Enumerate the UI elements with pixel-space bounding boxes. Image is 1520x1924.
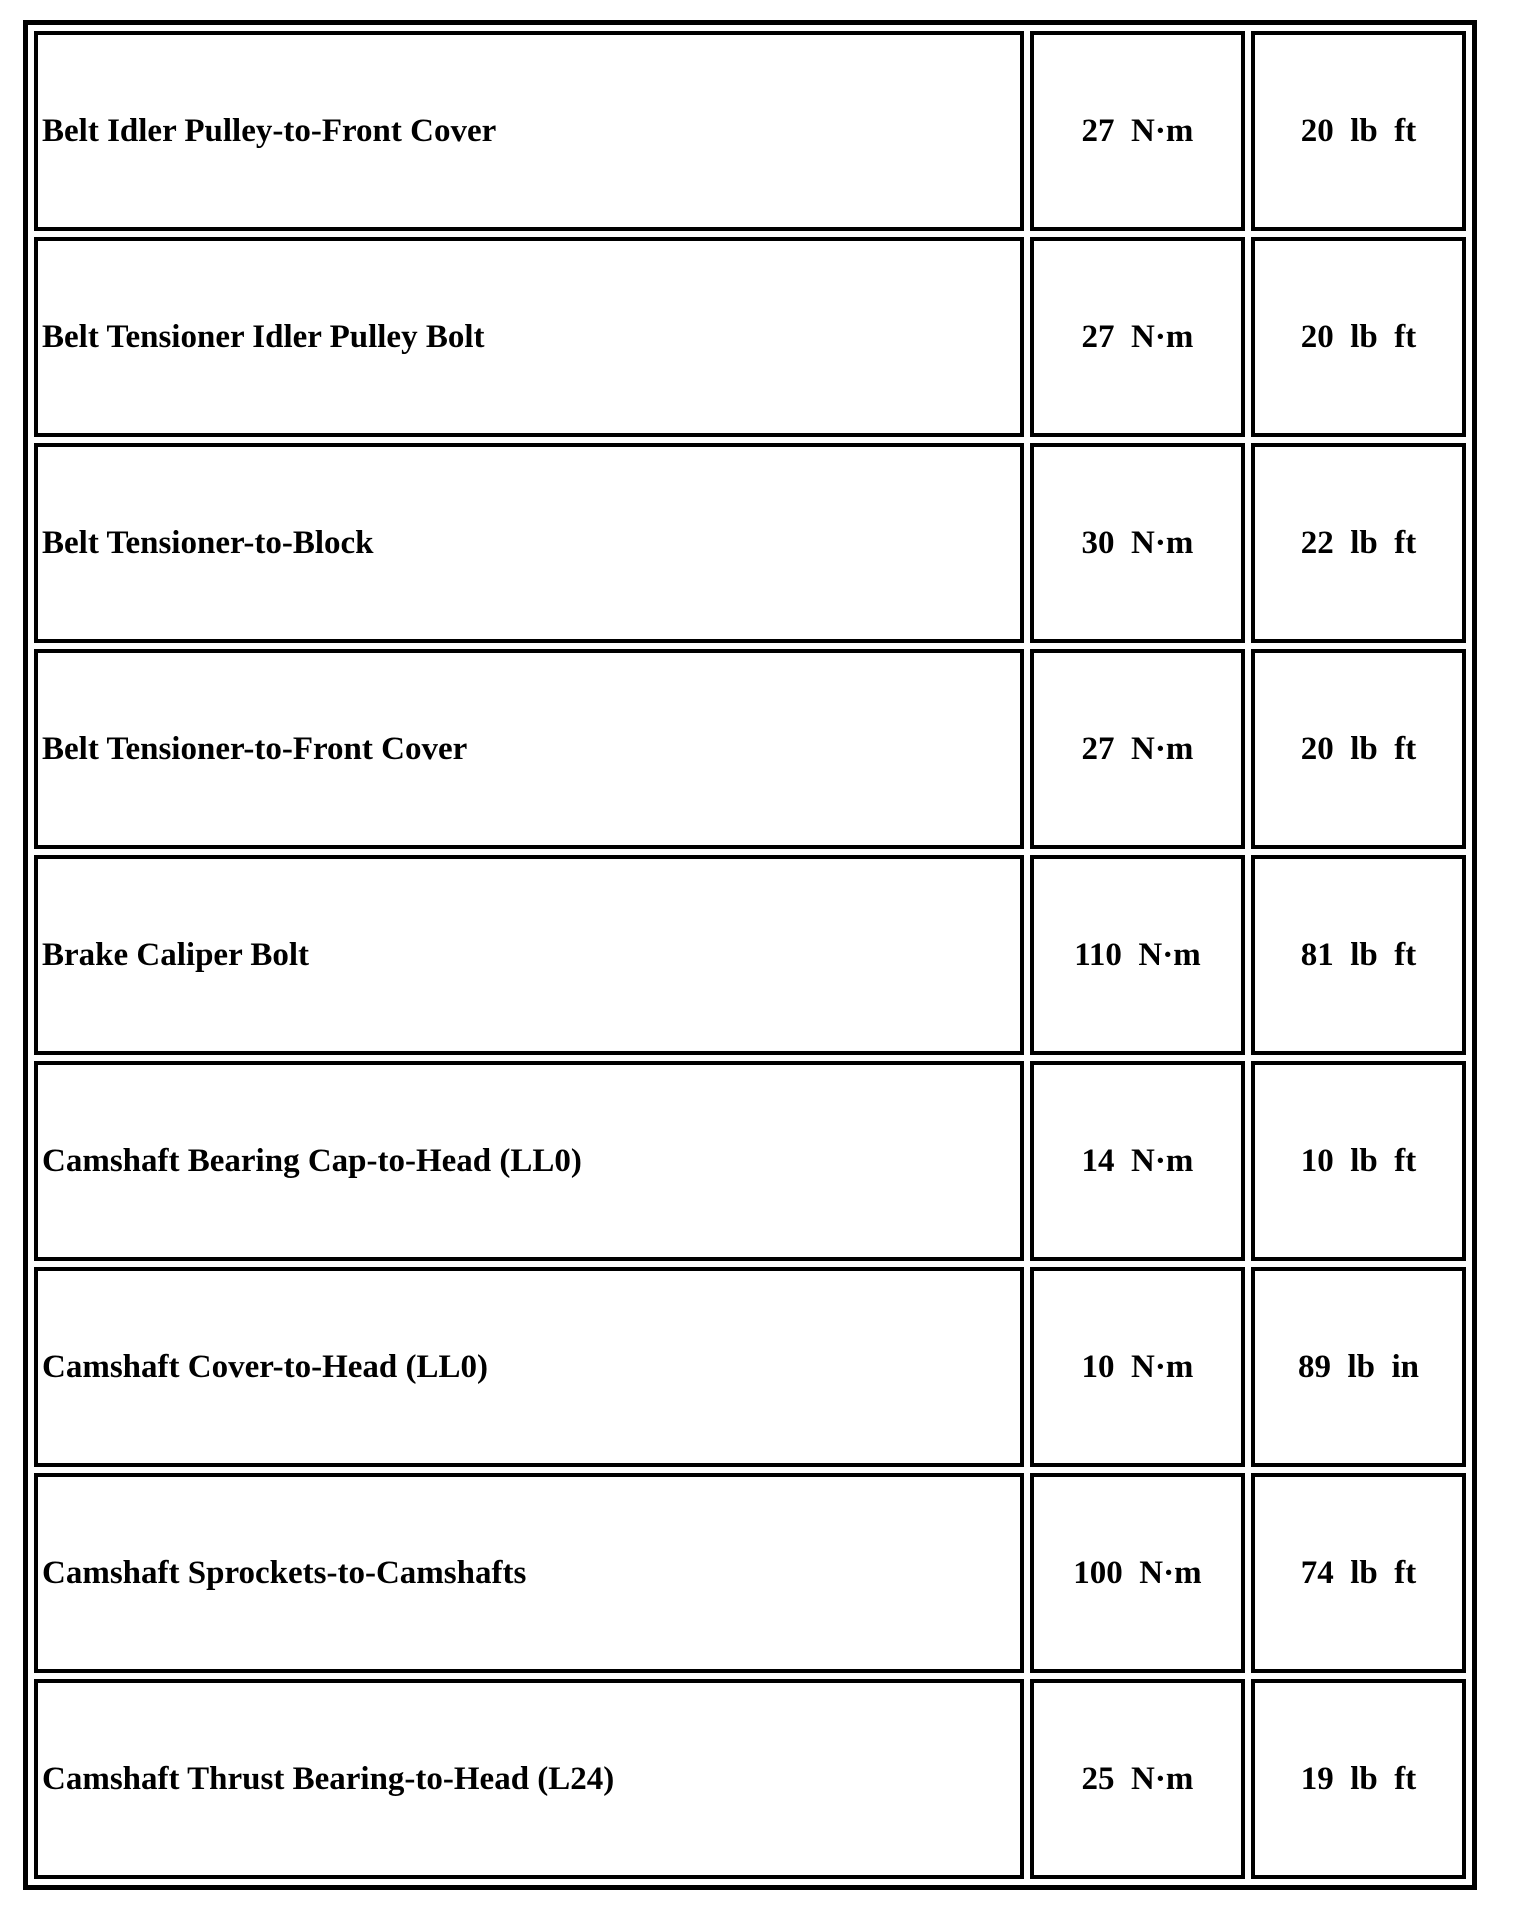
fastener-description: Brake Caliper Bolt <box>34 855 1024 1055</box>
table-row <box>34 443 1466 643</box>
table-row <box>34 1061 1466 1261</box>
metric-torque: 25 N·m <box>1030 1679 1245 1879</box>
fastener-description: Belt Idler Pulley-to-Front Cover <box>34 31 1024 231</box>
fastener-description: Camshaft Sprockets-to-Camshafts <box>34 1473 1024 1673</box>
english-torque: 20 lb ft <box>1251 237 1466 437</box>
table-row <box>34 237 1466 437</box>
fastener-description: Camshaft Cover-to-Head (LL0) <box>34 1267 1024 1467</box>
english-torque: 20 lb ft <box>1251 649 1466 849</box>
table-row <box>34 855 1466 1055</box>
english-torque: 10 lb ft <box>1251 1061 1466 1261</box>
fastener-description: Belt Tensioner-to-Front Cover <box>34 649 1024 849</box>
english-torque: 19 lb ft <box>1251 1679 1466 1879</box>
metric-torque: 100 N·m <box>1030 1473 1245 1673</box>
english-torque: 81 lb ft <box>1251 855 1466 1055</box>
torque-spec-table <box>23 20 1477 1890</box>
table-row <box>34 31 1466 231</box>
table-row <box>34 1679 1466 1879</box>
fastener-description: Camshaft Bearing Cap-to-Head (LL0) <box>34 1061 1024 1261</box>
english-torque: 74 lb ft <box>1251 1473 1466 1673</box>
metric-torque: 110 N·m <box>1030 855 1245 1055</box>
english-torque: 22 lb ft <box>1251 443 1466 643</box>
metric-torque: 27 N·m <box>1030 649 1245 849</box>
fastener-description: Camshaft Thrust Bearing-to-Head (L24) <box>34 1679 1024 1879</box>
table-row <box>34 649 1466 849</box>
metric-torque: 10 N·m <box>1030 1267 1245 1467</box>
metric-torque: 14 N·m <box>1030 1061 1245 1261</box>
metric-torque: 27 N·m <box>1030 31 1245 231</box>
metric-torque: 27 N·m <box>1030 237 1245 437</box>
english-torque: 20 lb ft <box>1251 31 1466 231</box>
table-row <box>34 1473 1466 1673</box>
metric-torque: 30 N·m <box>1030 443 1245 643</box>
fastener-description: Belt Tensioner-to-Block <box>34 443 1024 643</box>
table-row <box>34 1267 1466 1467</box>
english-torque: 89 lb in <box>1251 1267 1466 1467</box>
fastener-description: Belt Tensioner Idler Pulley Bolt <box>34 237 1024 437</box>
